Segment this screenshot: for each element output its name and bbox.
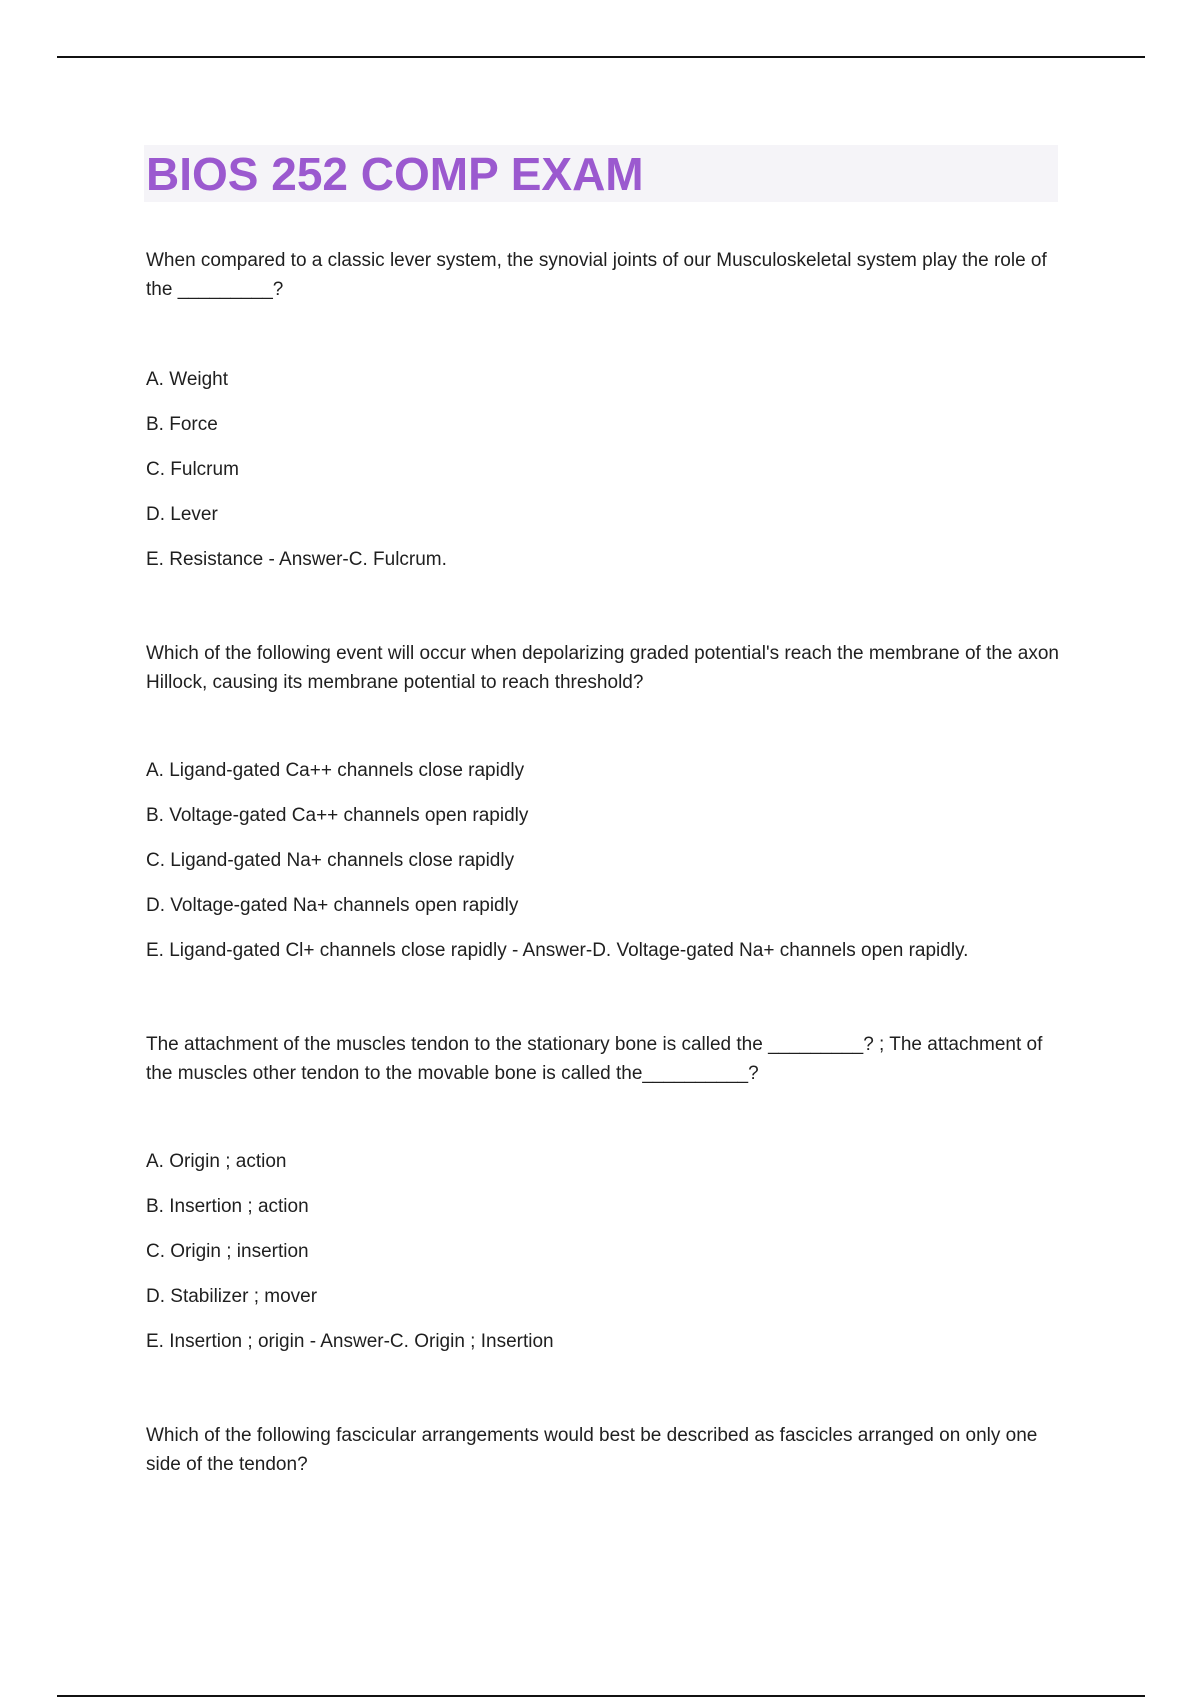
answer-option: B. Voltage-gated Ca++ channels open rapidly xyxy=(146,805,529,826)
answer-option: B. Force xyxy=(146,414,218,435)
answer-option: B. Insertion ; action xyxy=(146,1196,309,1217)
answer-option: D. Voltage-gated Na+ channels open rapidly xyxy=(146,895,519,916)
bottom-rule xyxy=(57,1695,1145,1697)
answer-option: C. Fulcrum xyxy=(146,459,239,480)
question-block xyxy=(146,639,1066,984)
question-text: Which of the following event will occur when depolarizing graded potential's reach the membrane of the axon Hillock, causing its membrane potential to reach threshold? xyxy=(146,643,1059,693)
question-text: When compared to a classic lever system, the synovial joints of our Musculoskeletal system play the role of the _________? xyxy=(146,250,1047,300)
question-block xyxy=(146,1030,1066,1375)
question-text: Which of the following fascicular arrangements would best be described as fascicles arranged on only one side of the tendon? xyxy=(146,1425,1038,1475)
exam-content xyxy=(146,246,1066,1479)
answer-options xyxy=(146,759,1066,984)
answer-option: C. Ligand-gated Na+ channels close rapidly xyxy=(146,850,515,871)
answer-option: E. Ligand-gated Cl+ channels close rapidly - Answer-D. Voltage-gated Na+ channels open rapidly. xyxy=(146,940,969,961)
answer-option: E. Resistance - Answer-C. Fulcrum. xyxy=(146,549,447,570)
answer-option: E. Insertion ; origin - Answer-C. Origin ; Insertion xyxy=(146,1331,554,1352)
answer-option: D. Stabilizer ; mover xyxy=(146,1286,318,1307)
answer-option: A. Origin ; action xyxy=(146,1151,287,1172)
document-title: BIOS 252 COMP EXAM xyxy=(146,148,644,200)
question-block xyxy=(146,246,1066,593)
top-rule xyxy=(57,56,1145,58)
question-text: The attachment of the muscles tendon to the stationary bone is called the _________? ; The attachment of the muscles other tendon to the movable bone is called the__________? xyxy=(146,1034,1043,1084)
answer-option: C. Origin ; insertion xyxy=(146,1241,309,1262)
answer-options xyxy=(146,368,1066,593)
answer-option: A. Weight xyxy=(146,369,229,390)
question-block xyxy=(146,1421,1066,1479)
answer-options xyxy=(146,1150,1066,1375)
answer-option: D. Lever xyxy=(146,504,218,525)
answer-option: A. Ligand-gated Ca++ channels close rapidly xyxy=(146,760,525,781)
